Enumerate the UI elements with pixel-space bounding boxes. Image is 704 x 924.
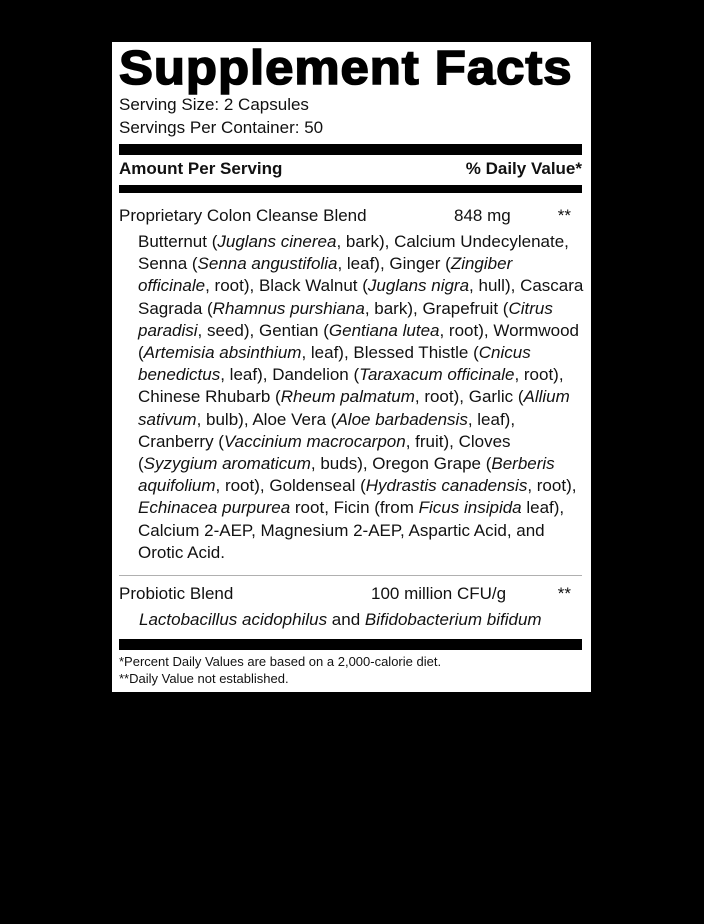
- latin-name: Zingiber officinale: [138, 254, 513, 296]
- thick-divider-header: [119, 185, 582, 193]
- latin-name: Vaccinium macrocarpon: [223, 431, 406, 451]
- latin-name: Juglans nigra: [367, 276, 470, 296]
- latin-name: Lactobacillus acidophilus: [139, 610, 328, 629]
- probiotic-name: Probiotic Blend: [119, 584, 234, 603]
- latin-name: Rheum palmatum: [280, 387, 415, 407]
- latin-name: Ficus insipida: [418, 498, 522, 518]
- latin-name: Taraxacum officinale: [359, 365, 515, 385]
- latin-name: Cnicus benedictus: [138, 343, 531, 385]
- blend-amount: 848 mg: [454, 206, 511, 225]
- row-probiotic-blend: [119, 583, 582, 605]
- ingredient-text: leaf), Calcium 2-AEP, Magnesium 2-AEP, Aspartic Acid, and Orotic Acid.: [138, 498, 565, 562]
- ingredient-text: , root), Black Walnut (: [205, 276, 368, 296]
- ingredient-text: Butternut (: [138, 232, 218, 251]
- amount-per-serving-header: Amount Per Serving: [119, 159, 283, 178]
- latin-name: Gentiana lutea: [328, 320, 440, 340]
- ingredient-text: , bark), Grapefruit (: [364, 298, 509, 318]
- serving-size: Serving Size: 2 Capsules: [119, 95, 309, 114]
- latin-name: Artemisia absinthium: [143, 343, 302, 363]
- servings-per-container: Servings Per Container: 50: [119, 118, 324, 137]
- latin-name: Juglans cinerea: [217, 232, 337, 251]
- supplement-facts-label: [112, 42, 591, 692]
- latin-name: Berberis aquifolium: [138, 454, 555, 496]
- ingredient-text: , leaf), Cranberry (: [138, 409, 516, 451]
- ingredient-text: and: [327, 610, 365, 629]
- blend-ingredients: [138, 231, 586, 564]
- latin-name: Aloe barbadensis: [336, 409, 468, 429]
- ingredient-text: , root), Chinese Rhubarb (: [138, 365, 564, 407]
- ingredient-text: , fruit), Cloves (: [138, 431, 511, 474]
- blend-name: Proprietary Colon Cleanse Blend: [119, 206, 367, 225]
- ingredient-text: , seed), Gentian (: [197, 320, 329, 340]
- probiotic-amount: 100 million CFU/g: [371, 584, 507, 603]
- ingredient-text: , leaf), Ginger (: [337, 254, 451, 274]
- column-header: [119, 158, 582, 180]
- blend-daily-value: **: [557, 206, 571, 225]
- latin-name: Senna angustifolia: [197, 254, 338, 274]
- thin-divider: [119, 575, 582, 576]
- thick-divider-top: [119, 144, 582, 155]
- latin-name: Bifidobacterium bifidum: [364, 610, 542, 629]
- thick-divider-bottom: [119, 639, 582, 650]
- ingredient-text: , leaf), Blessed Thistle (: [301, 343, 479, 363]
- footnote-dv-not-established: **Daily Value not established.: [119, 671, 289, 686]
- ingredient-text: , root), Wormwood (: [138, 320, 579, 363]
- latin-name: Allium sativum: [138, 387, 570, 429]
- ingredient-text: , root),: [527, 476, 577, 496]
- probiotic-species: [139, 609, 542, 631]
- ingredient-text: , hull), Cascara Sagrada (: [138, 276, 584, 318]
- ingredient-text: , root), Goldenseal (: [215, 476, 366, 496]
- latin-name: Citrus paradisi: [138, 298, 553, 340]
- ingredient-text: root, Ficin (from: [290, 498, 419, 518]
- ingredient-text: , buds), Oregon Grape (: [310, 454, 492, 474]
- latin-name: Rhamnus purshiana: [212, 298, 365, 318]
- footnote-percent-dv: *Percent Daily Values are based on a 2,000-calorie diet.: [119, 654, 442, 669]
- probiotic-daily-value: **: [557, 584, 571, 603]
- row-colon-cleanse-blend: [119, 205, 582, 227]
- ingredient-text: , leaf), Dandelion (: [220, 365, 360, 385]
- ingredient-text: , bark), Calcium Undecylenate, Senna (: [138, 232, 569, 274]
- ingredient-text: , bulb), Aloe Vera (: [196, 409, 337, 429]
- latin-name: Echinacea purpurea: [138, 498, 291, 518]
- daily-value-header: % Daily Value*: [465, 159, 582, 178]
- ingredient-text: , root), Garlic (: [414, 387, 524, 407]
- latin-name: Syzygium aromaticum: [143, 454, 311, 474]
- label-title: Supplement Facts: [119, 42, 573, 95]
- latin-name: Hydrastis canadensis: [365, 476, 528, 496]
